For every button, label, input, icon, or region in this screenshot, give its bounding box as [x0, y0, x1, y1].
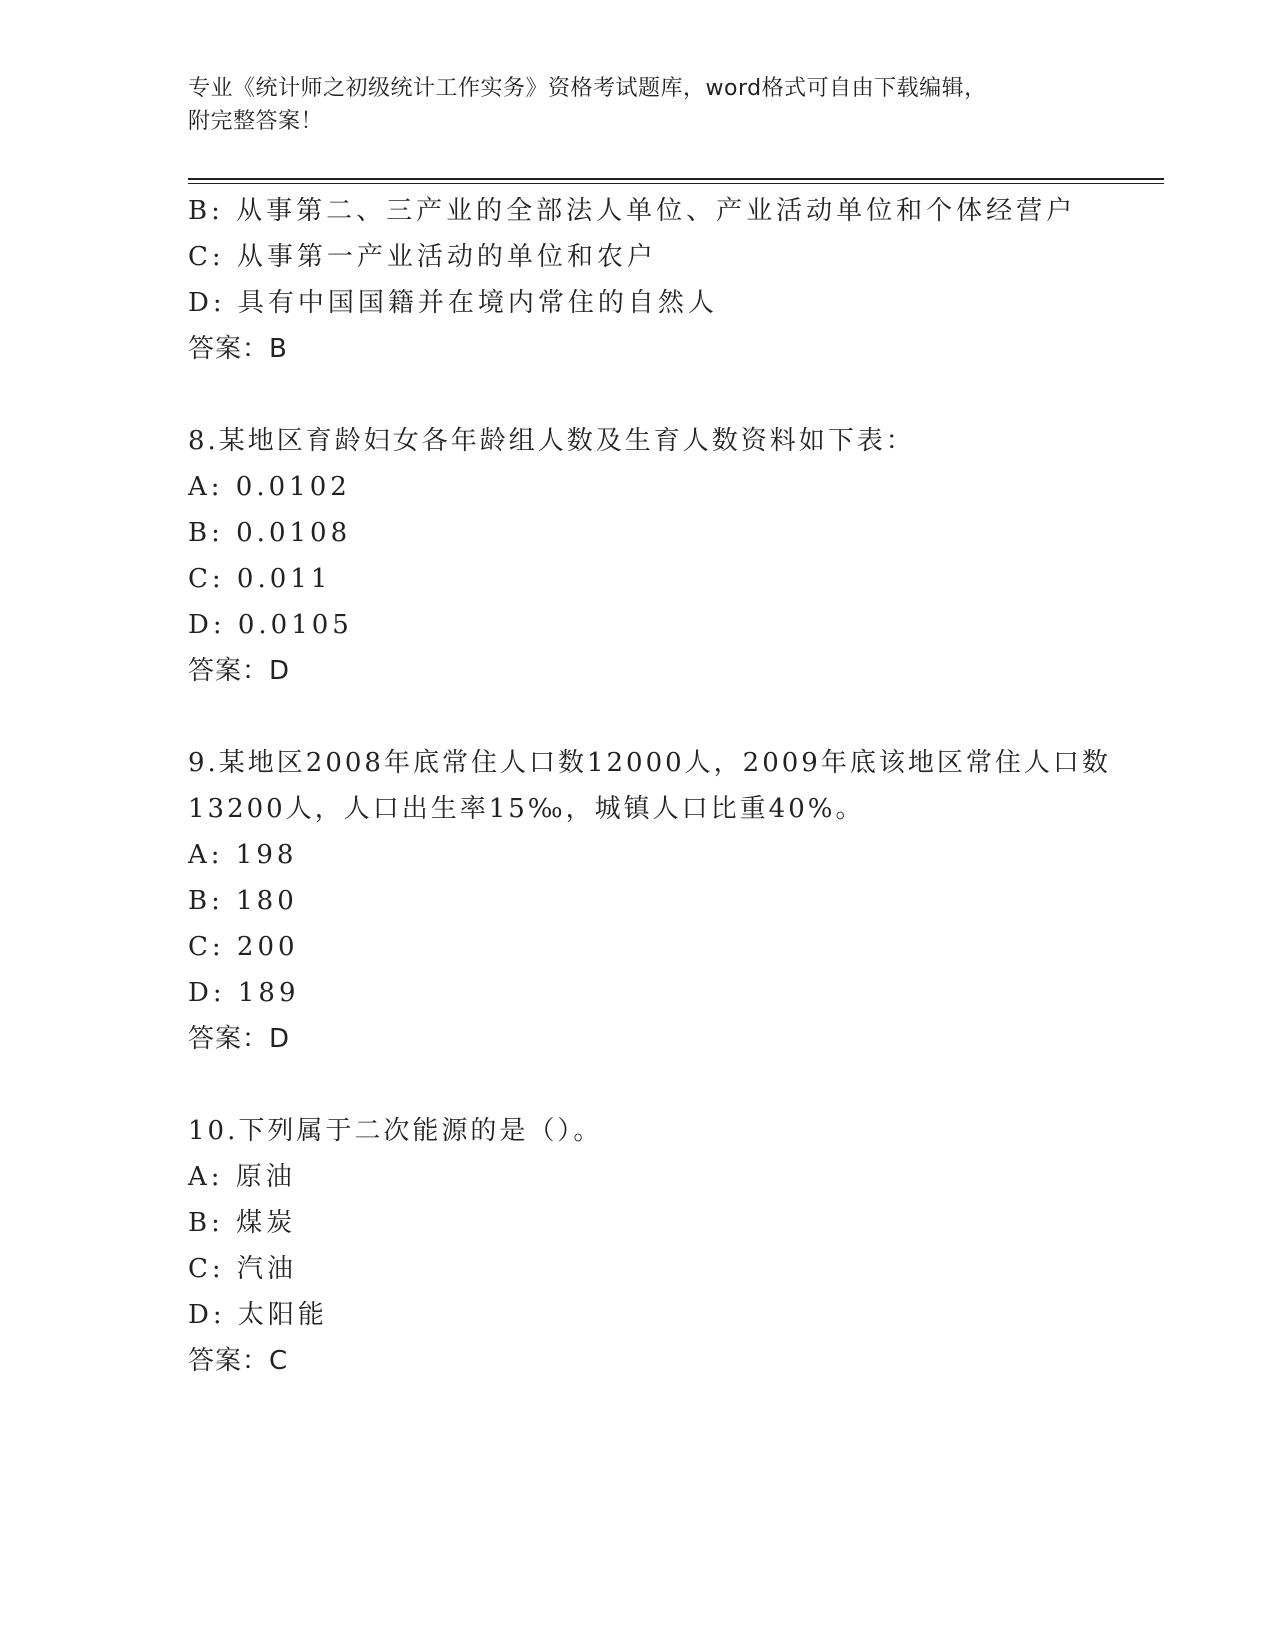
- answer-label: 答案：D: [188, 1024, 291, 1054]
- document-header: [188, 72, 1068, 138]
- question-text: 10.下列属于二次能源的是（）。: [188, 1116, 603, 1146]
- question-text-line-1: 9.某地区2008年底常住人口数12000人，2009年底该地区常住人口数: [188, 748, 1111, 778]
- option-c: C: 200: [188, 932, 299, 962]
- spacer: [188, 1062, 1168, 1108]
- option-d: D: 0.0105: [188, 610, 353, 640]
- question-8: [188, 418, 1168, 694]
- option-a: A: 0.0102: [188, 472, 351, 502]
- spacer: [188, 372, 1168, 418]
- option-b: B: 从事第二、三产业的全部法人单位、产业活动单位和个体经营户: [188, 196, 1077, 226]
- answer-label: 答案：B: [188, 334, 288, 364]
- question-text-line-2: 13200人，人口出生率15‰，城镇人口比重40%。: [188, 794, 865, 824]
- option-a: A: 原油: [188, 1162, 296, 1192]
- question-10: [188, 1108, 1168, 1384]
- spacer: [188, 694, 1168, 740]
- option-b: B: 煤炭: [188, 1208, 297, 1238]
- option-a: A: 198: [188, 840, 298, 870]
- option-d: D: 太阳能: [188, 1300, 328, 1330]
- option-b: B: 0.0108: [188, 518, 352, 548]
- answer-label: 答案：D: [188, 656, 291, 686]
- header-divider-thin: [188, 183, 1164, 184]
- option-b: B: 180: [188, 886, 298, 916]
- question-9: [188, 740, 1168, 1062]
- option-d: D: 189: [188, 978, 300, 1008]
- option-c: C: 汽油: [188, 1254, 297, 1284]
- question-text: 8.某地区育龄妇女各年龄组人数及生育人数资料如下表：: [188, 426, 915, 456]
- header-line-1: 专业《统计师之初级统计工作实务》资格考试题库，word格式可自由下载编辑，: [188, 76, 987, 101]
- option-c: C: 从事第一产业活动的单位和农户: [188, 242, 657, 272]
- question-list: [188, 188, 1168, 1384]
- answer-label: 答案：C: [188, 1346, 289, 1376]
- header-divider-thick: [188, 178, 1164, 180]
- question-7: [188, 188, 1168, 372]
- header-line-2: 附完整答案！: [188, 109, 324, 134]
- option-d: D: 具有中国国籍并在境内常住的自然人: [188, 288, 718, 318]
- option-c: C: 0.011: [188, 564, 332, 594]
